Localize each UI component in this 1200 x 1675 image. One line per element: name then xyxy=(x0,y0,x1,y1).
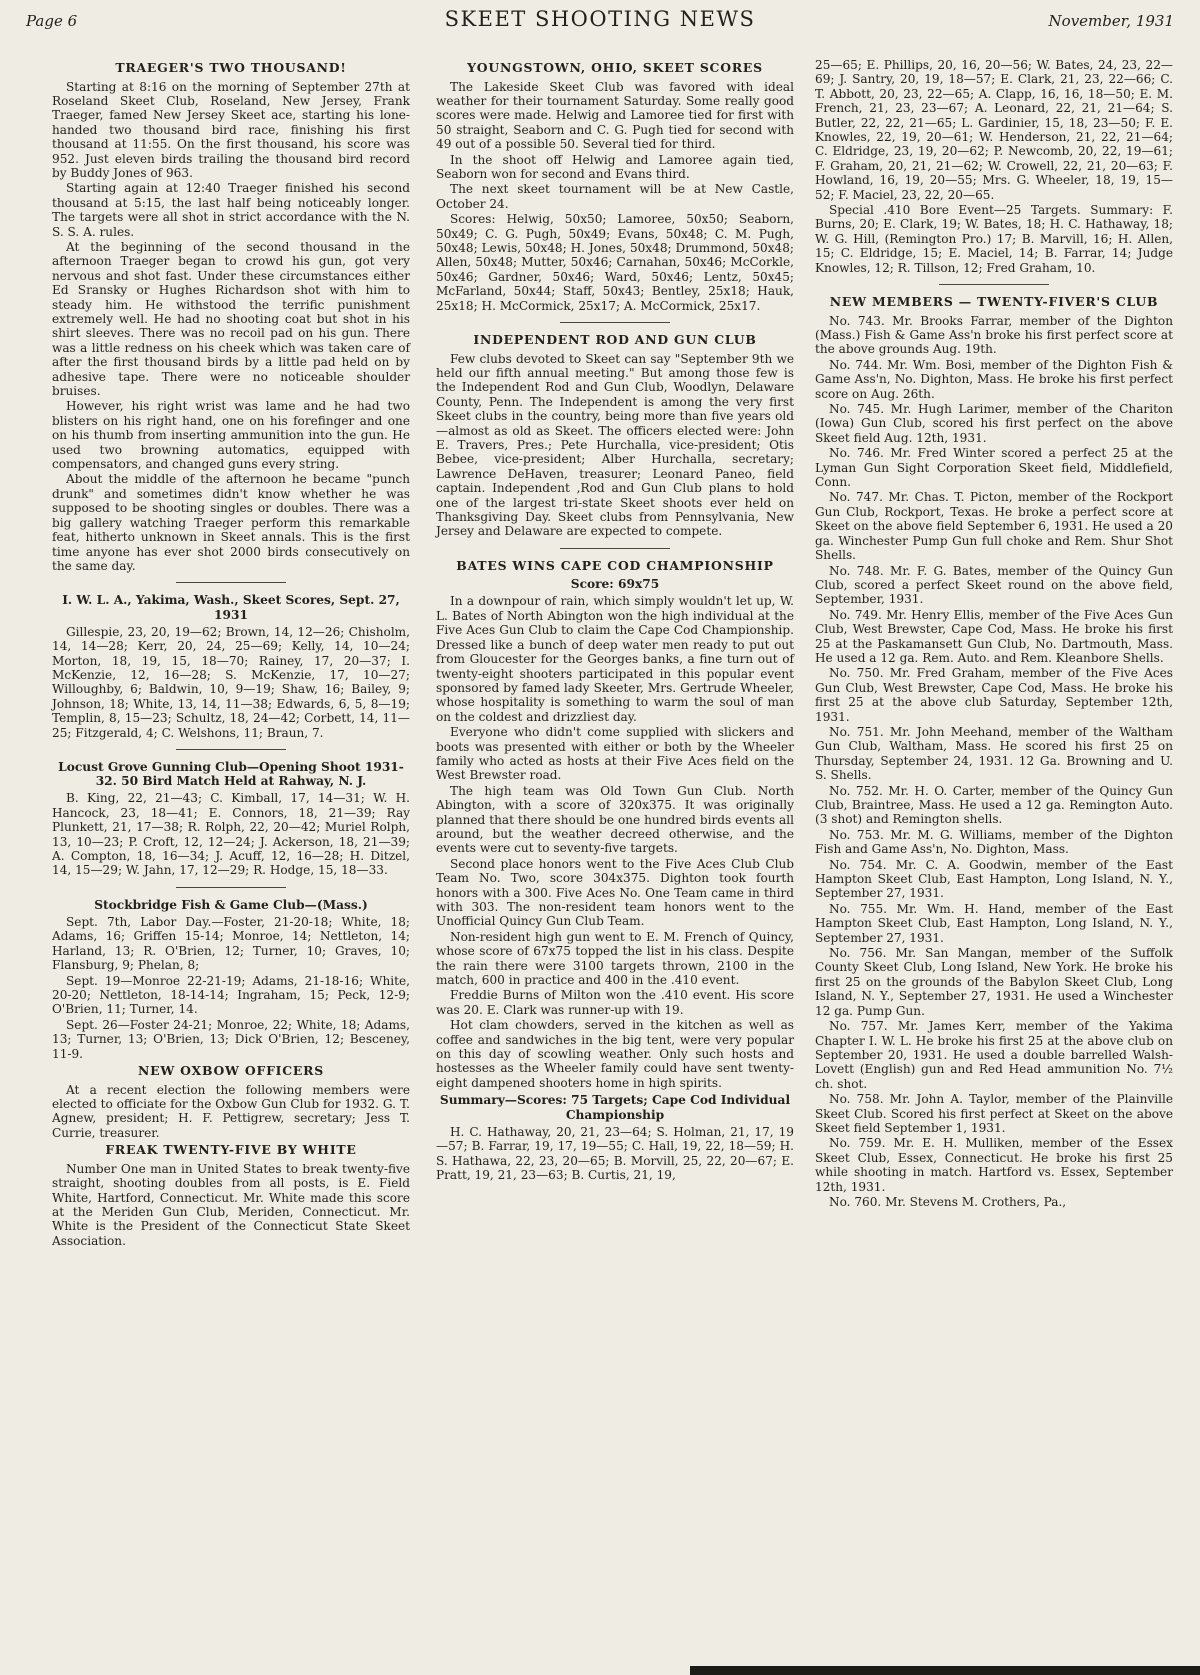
paragraph: Gillespie, 23, 20, 19—62; Brown, 14, 12—26; Chisholm, 14, 14—28; Kerr, 20, 24, 25—69; Kelly, 14, 10—24; Morton, 18, 19, 15, 18—70; Rainey, 17, 20—37; I. McKenzie, 12, 16—28; S. McKenzie, 17, 10—27; Willoughby, 6; Baldwin, 10, 9—19; Shaw, 16; Bailey, 9; Johnson, 18; White, 13, 14, 11—38; Edwards, 6, 5, 8—19; Templin, 8, 15—23; Schultz, 18, 24—42; Corbett, 14, 11—25; Fitzgerald, 4; C. Welshons, 11; Braun, 7. xyxy=(52,624,410,740)
member-entry: No. 753. Mr. M. G. Williams, member of the Dighton Fish and Game Ass'n, No. Dighton, Mass. xyxy=(815,827,1173,857)
paragraph: Freddie Burns of Milton won the .410 event. His score was 20. E. Clark was runner-up with 19. xyxy=(436,988,794,1017)
divider xyxy=(176,887,286,888)
member-entry: No. 744. Mr. Wm. Bosi, member of the Dighton Fish & Game Ass'n, No. Dighton, Mass. He broke his first perfect score on Aug. 26th. xyxy=(815,357,1173,401)
divider xyxy=(176,582,286,583)
article-title-freak: FREAK TWENTY-FIVE BY WHITE xyxy=(105,1142,357,1158)
divider xyxy=(560,548,670,549)
article-title-youngstown: YOUNGSTOWN, OHIO, SKEET SCORES xyxy=(467,60,763,75)
issue-date: November, 1931 xyxy=(1048,12,1174,30)
member-entry: No. 752. Mr. H. O. Carter, member of the Quincy Gun Club, Braintree, Mass. He used a 12 ga. Remington Auto. (3 shot) and Remington shells. xyxy=(815,783,1173,827)
divider xyxy=(176,749,286,750)
member-entry: No. 750. Mr. Fred Graham, member of the Five Aces Gun Club, West Brewster, Cape Cod, Mass. He broke his first 25 at the above club Saturday, September 12th, 1931. xyxy=(815,666,1173,724)
footer-bar xyxy=(690,1666,1200,1675)
summary-title-bates: Summary—Scores: 75 Targets; Cape Cod Individual Championship xyxy=(439,1093,791,1122)
paragraph: At the beginning of the second thousand in the afternoon Traeger began to crowd his gun, got very nervous and shot fast. Under these circumstances either Ed Sransky or Hughes Richardson shot with him to steady him. He withstood the terrific punishment extremely well. He had no shooting coat but shot in his shirt sleeves. There was no recoil pad on his gun. There was a little redness on his cheek which was taken care of after the first thousand birds by a little pad held on by adhesive tape. There were no noticeable shoulder bruises. xyxy=(52,239,410,399)
paragraph: In the shoot off Helwig and Lamoree again tied, Seaborn won for second and Evans third. xyxy=(436,152,794,181)
member-entry: No. 743. Mr. Brooks Farrar, member of the Dighton (Mass.) Fish & Game Ass'n broke his first perfect score at the above grounds Aug. 19th. xyxy=(815,313,1173,357)
column-3 xyxy=(815,58,1173,1210)
article-title-independent: INDEPENDENT ROD AND GUN CLUB xyxy=(473,332,757,347)
paragraph: Non-resident high gun went to E. M. French of Quincy, whose score of 67x75 topped the list in his class. Despite the rain there were 3100 targets thrown, 2100 in the match, 600 in practice and 400 in the .410 event. xyxy=(436,929,794,988)
member-entry: No. 757. Mr. James Kerr, member of the Yakima Chapter I. W. L. He broke his first 25 at the above club on September 20, 1931. He used a double barrelled Walsh-Lovett (English) gun and Red Head ammunition No. 7½ ch. shot. xyxy=(815,1019,1173,1091)
member-entry: No. 755. Mr. Wm. H. Hand, member of the East Hampton Skeet Club, East Hampton, Long Island, N. Y., September 27, 1931. xyxy=(815,901,1173,945)
paragraph: Second place honors went to the Five Aces Club Club Team No. Two, score 304x375. Dighton took fourth honors with a 300. Five Aces No. One Team came in third with 303. The non-resident team honors went to the Unofficial Quincy Gun Club Team. xyxy=(436,856,794,929)
article-title-stockbridge: Stockbridge Fish & Game Club—(Mass.) xyxy=(94,897,368,912)
paragraph: Few clubs devoted to Skeet can say "September 9th we held our fifth annual meeting." But among those few is the Independent Rod and Gun Club, Woodlyn, Delaware County, Penn. The Independent is among the very first Skeet clubs in the country, being more than five years old—almost as old as Skeet. The officers elected were: John E. Travers, Pres.; Pete Hurchalla, vice-president; Otis Bebee, vice-president; Alber Hurchalla, secretary; Lawrence DeHaven, treasurer; Leonard Paneo, field captain. Independent ,Rod and Gun Club plans to hold one of the largest tri-state Skeet shoots ever held on Thanksgiving Day. Skeet clubs from Pennsylvania, New Jersey and Delaware are expected to compete. xyxy=(436,351,794,539)
member-entry: No. 745. Mr. Hugh Larimer, member of the Chariton (Iowa) Gun Club, scored his first perfect on the above Skeet field Aug. 12th, 1931. xyxy=(815,402,1173,445)
paragraph: Hot clam chowders, served in the kitchen as well as coffee and sandwiches in the big tent, were very popular on this day of scowling weather. Only such hosts and hostesses as the Wheeler family could have sent twenty-eight dampened shooters home in high spirits. xyxy=(436,1018,794,1090)
paragraph: B. King, 22, 21—43; C. Kimball, 17, 14—31; W. H. Hancock, 23, 18—41; E. Connors, 18, 21—39; Ray Plunkett, 21, 17—38; R. Rolph, 22, 20—42; Muriel Rolph, 13, 10—23; P. Croft, 12, 12—24; J. Ackerson, 18, 21—39; A. Compton, 18, 16—34; J. Acuff, 12, 16—28; H. Ditzel, 14, 15—29; W. Jahn, 17, 12—29; R. Hodge, 15, 18—33. xyxy=(52,791,410,878)
paragraph: Sept. 19—Monroe 22-21-19; Adams, 21-18-16; White, 20-20; Nettleton, 18-14-14; Ingraham, 15; Peck, 12-9; O'Brien, 11; Turner, 14. xyxy=(52,973,410,1017)
paragraph: However, his right wrist was lame and he had two blisters on his right hand, one on his forefinger and one on his thumb from inserting ammunition into the gun. He used two browning automatics, equipped with compensators, and changed guns every string. xyxy=(52,399,410,472)
article-title-oxbow: NEW OXBOW OFFICERS xyxy=(137,1063,325,1079)
paragraph: Starting again at 12:40 Traeger finished his second thousand at 5:15, the last half being noticeably longer. The targets were all shot in strict accordance with the N. S. S. A. rules. xyxy=(52,181,410,239)
member-entry: No. 751. Mr. John Meehand, member of the Waltham Gun Club, Waltham, Mass. He scored his first 25 on Thursday, September 24, 1931. 12 Ga. Browning and U. S. Shells. xyxy=(815,724,1173,783)
paragraph: In a downpour of rain, which simply wouldn't let up, W. L. Bates of North Abington won the high individual at the Five Aces Gun Club to claim the Cape Cod Championship. Dressed like a bunch of deep water men ready to put out from Gloucester for the Georges banks, a fine turn out of twenty-eight shooters participated in this popular event sponsored by famed lady Skeeter, Mrs. Gertrude Wheeler, whose hospitality is something to warm the soul of man on the coldest and drizzliest day. xyxy=(436,594,794,724)
member-entry: No. 760. Mr. Stevens M. Crothers, Pa., xyxy=(829,1194,1067,1209)
paragraph: About the middle of the afternoon he became "punch drunk" and sometimes didn't know whether he was supposed to be shooting singles or doubles. There was a big gallery watching Traeger perform this remarkable feat, hitherto unknown in Skeet annals. This is the first time anyone has ever shot 2000 birds consecutively on the same day. xyxy=(52,472,410,573)
divider xyxy=(939,284,1049,285)
article-title-traeger: TRAEGER'S TWO THOUSAND! xyxy=(115,60,347,75)
article-title-locust: Locust Grove Gunning Club—Opening Shoot 1931-32. 50 Bird Match Held at Rahway, N. J. xyxy=(58,759,404,789)
paragraph: The high team was Old Town Gun Club. North Abington, with a score of 320x375. It was originally planned that there should be one hundred birds events all around, but the weather decreed otherwise, and the events were cut to seventy-five targets. xyxy=(436,783,794,856)
paragraph: Sept. 26—Foster 24-21; Monroe, 22; White, 18; Adams, 13; Turner, 13; O'Brien, 13; Dick O'Brien, 12; Besceney, 11-9. xyxy=(52,1017,410,1061)
member-entry: No. 754. Mr. C. A. Goodwin, member of the East Hampton Skeet Club, East Hampton, Long Island, N. Y., September 27, 1931. xyxy=(815,857,1173,901)
paragraph: The next skeet tournament will be at New Castle, October 24. xyxy=(436,182,794,211)
paragraph: Starting at 8:16 on the morning of September 27th at Roseland Skeet Club, Roseland, New Jersey, Frank Traeger, famed New Jersey Skeet ace, starting his lone-handed two thousand bird race, finishing his first thousand at 11:55. On the first thousand, his score was 952. Just eleven birds trailing the thousand bird record by Buddy Jones of 963. xyxy=(52,79,410,180)
column-2 xyxy=(436,58,794,1183)
paragraph: Scores: Helwig, 50x50; Lamoree, 50x50; Seaborn, 50x49; C. G. Pugh, 50x49; Evans, 50x48; C. M. Pugh, 50x48; Lewis, 50x48; H. Jones, 50x48; Drummond, 50x48; Allen, 50x48; Mutter, 50x46; Carnahan, 50x46; McCorkle, 50x46; Gardner, 50x46; Ward, 50x46; Lentz, 50x45; McFarland, 50x44; Staff, 50x43; Bentley, 25x18; Hauk, 25x18; H. McCormick, 25x17; A. McCormick, 25x17. xyxy=(436,212,794,313)
paragraph: Everyone who didn't come supplied with slickers and boots was presented with either or both by the Wheeler family who acted as hosts at their Five Aces field on the West Brewster road. xyxy=(436,725,794,783)
paragraph: 25—65; E. Phillips, 20, 16, 20—56; W. Bates, 24, 23, 22—69; J. Santry, 20, 19, 18—57; E. Clark, 21, 23, 22—66; C. T. Abbott, 20, 23, 22—65; A. Clapp, 16, 16, 18—50; E. M. French, 21, 23, 23—67; A. Leonard, 22, 21, 21—64; S. Butler, 22, 22, 21—65; L. Gardinier, 15, 18, 23—50; F. E. Knowles, 22, 19, 20—61; W. Henderson, 21, 22, 21—64; C. Eldridge, 23, 19, 20—62; P. Newcomb, 20, 22, 19—61; F. Graham, 20, 21, 21—62; W. Crowell, 22, 21, 20—63; F. Howland, 16, 19, 20—55; Mrs. G. Wheeler, 18, 19, 15—52; F. Maciel, 23, 22, 20—65. xyxy=(815,58,1173,202)
paragraph: Special .410 Bore Event—25 Targets. Summary: F. Burns, 20; E. Clark, 19; W. Bates, 18; H. C. Hathaway, 18; W. G. Hill, (Remington Pro.) 17; B. Marvill, 16; H. Allen, 15; C. Eldridge, 15; E. Maciel, 14; B. Farrar, 14; Judge Knowles, 12; R. Tillson, 12; Fred Graham, 10. xyxy=(815,203,1173,275)
member-entry: No. 759. Mr. E. H. Mulliken, member of the Essex Skeet Club, Essex, Connecticut. He broke his first 25 while shooting in match. Hartford vs. Essex, September 12th, 1931. xyxy=(815,1136,1173,1194)
divider xyxy=(560,322,670,323)
newspaper-title: SKEET SHOOTING NEWS xyxy=(444,7,756,31)
member-entry: No. 747. Mr. Chas. T. Picton, member of the Rockport Gun Club, Rockport, Texas. He broke a perfect score at Skeet on the above field September 6, 1931. He used a 20 ga. Winchester Pump Gun full choke and Rem. Shur Shot Shells. xyxy=(815,490,1173,563)
article-title-yakima: I. W. L. A., Yakima, Wash., Skeet Scores, Sept. 27, 1931 xyxy=(62,593,400,622)
member-entry: No. 756. Mr. San Mangan, member of the Suffolk County Skeet Club, Long Island, New York. He broke his first 25 on the grounds of the Babylon Skeet Club, Long Island, N. Y., September 27, 1931. He used a Winchester 12 ga. Pump Gun. xyxy=(815,946,1173,1018)
page-header xyxy=(24,6,1176,36)
member-entry: No. 758. Mr. John A. Taylor, member of the Plainville Skeet Club. Scored his first perfect at Skeet on the above Skeet field September 1, 1931. xyxy=(815,1092,1173,1135)
member-entry: No. 748. Mr. F. G. Bates, member of the Quincy Gun Club, scored a perfect Skeet round on the above field, September, 1931. xyxy=(815,563,1173,607)
member-entry: No. 749. Mr. Henry Ellis, member of the Five Aces Gun Club, West Brewster, Cape Cod, Mass. He broke his first 25 at the Paskamansett Gun Club, No. Dartmouth, Mass. He used a 12 ga. Rem. Auto. and Rem. Kleanbore Shells. xyxy=(815,607,1173,665)
paragraph: H. C. Hathaway, 20, 21, 23—64; S. Holman, 21, 17, 19—57; B. Farrar, 19, 17, 19—55; C. Hall, 19, 22, 18—59; H. S. Hathawa, 22, 23, 20—65; B. Morvill, 25, 22, 20—67; E. Pratt, 19, 21, 23—63; B. Curtis, 21, 19, xyxy=(436,1124,794,1182)
paragraph: The Lakeside Skeet Club was favored with ideal weather for their tournament Saturday. Some really good scores were made. Helwig and Lamoree tied for first with 50 straight, Seaborn and C. G. Pugh tied for second with 49 out of a possible 50. Several tied for third. xyxy=(436,79,794,152)
page-number: Page 6 xyxy=(26,12,78,30)
article-title-members: NEW MEMBERS — TWENTY-FIVER'S CLUB xyxy=(829,294,1159,310)
paragraph: At a recent election the following members were elected to officiate for the Oxbow Gun Club for 1932. G. T. Agnew, president; H. F. Pettigrew, secretary; Jess T. Currie, treasurer. xyxy=(52,1082,410,1140)
paragraph: Number One man in United States to break twenty-five straight, shooting doubles from all posts, is E. Field White, Hartford, Connecticut. Mr. White made this score at the Meriden Gun Club, Meriden, Connecticut. Mr. White is the President of the Connecticut State Skeet Association. xyxy=(52,1161,410,1248)
paragraph: Sept. 7th, Labor Day.—Foster, 21-20-18; White, 18; Adams, 16; Griffen 15-14; Monroe, 14; Nettleton, 14; Harland, 13; R. O'Brien, 12; Turner, 10; Graves, 10; Flansburg, 9; Phelan, 8; xyxy=(52,915,410,973)
member-entry: No. 746. Mr. Fred Winter scored a perfect 25 at the Lyman Gun Sight Corporation Skeet field, Middlefield, Conn. xyxy=(815,446,1173,490)
column-1 xyxy=(52,58,410,1249)
article-subtitle-bates: Score: 69x75 xyxy=(570,577,660,592)
article-title-bates: BATES WINS CAPE COD CHAMPIONSHIP xyxy=(456,557,774,573)
